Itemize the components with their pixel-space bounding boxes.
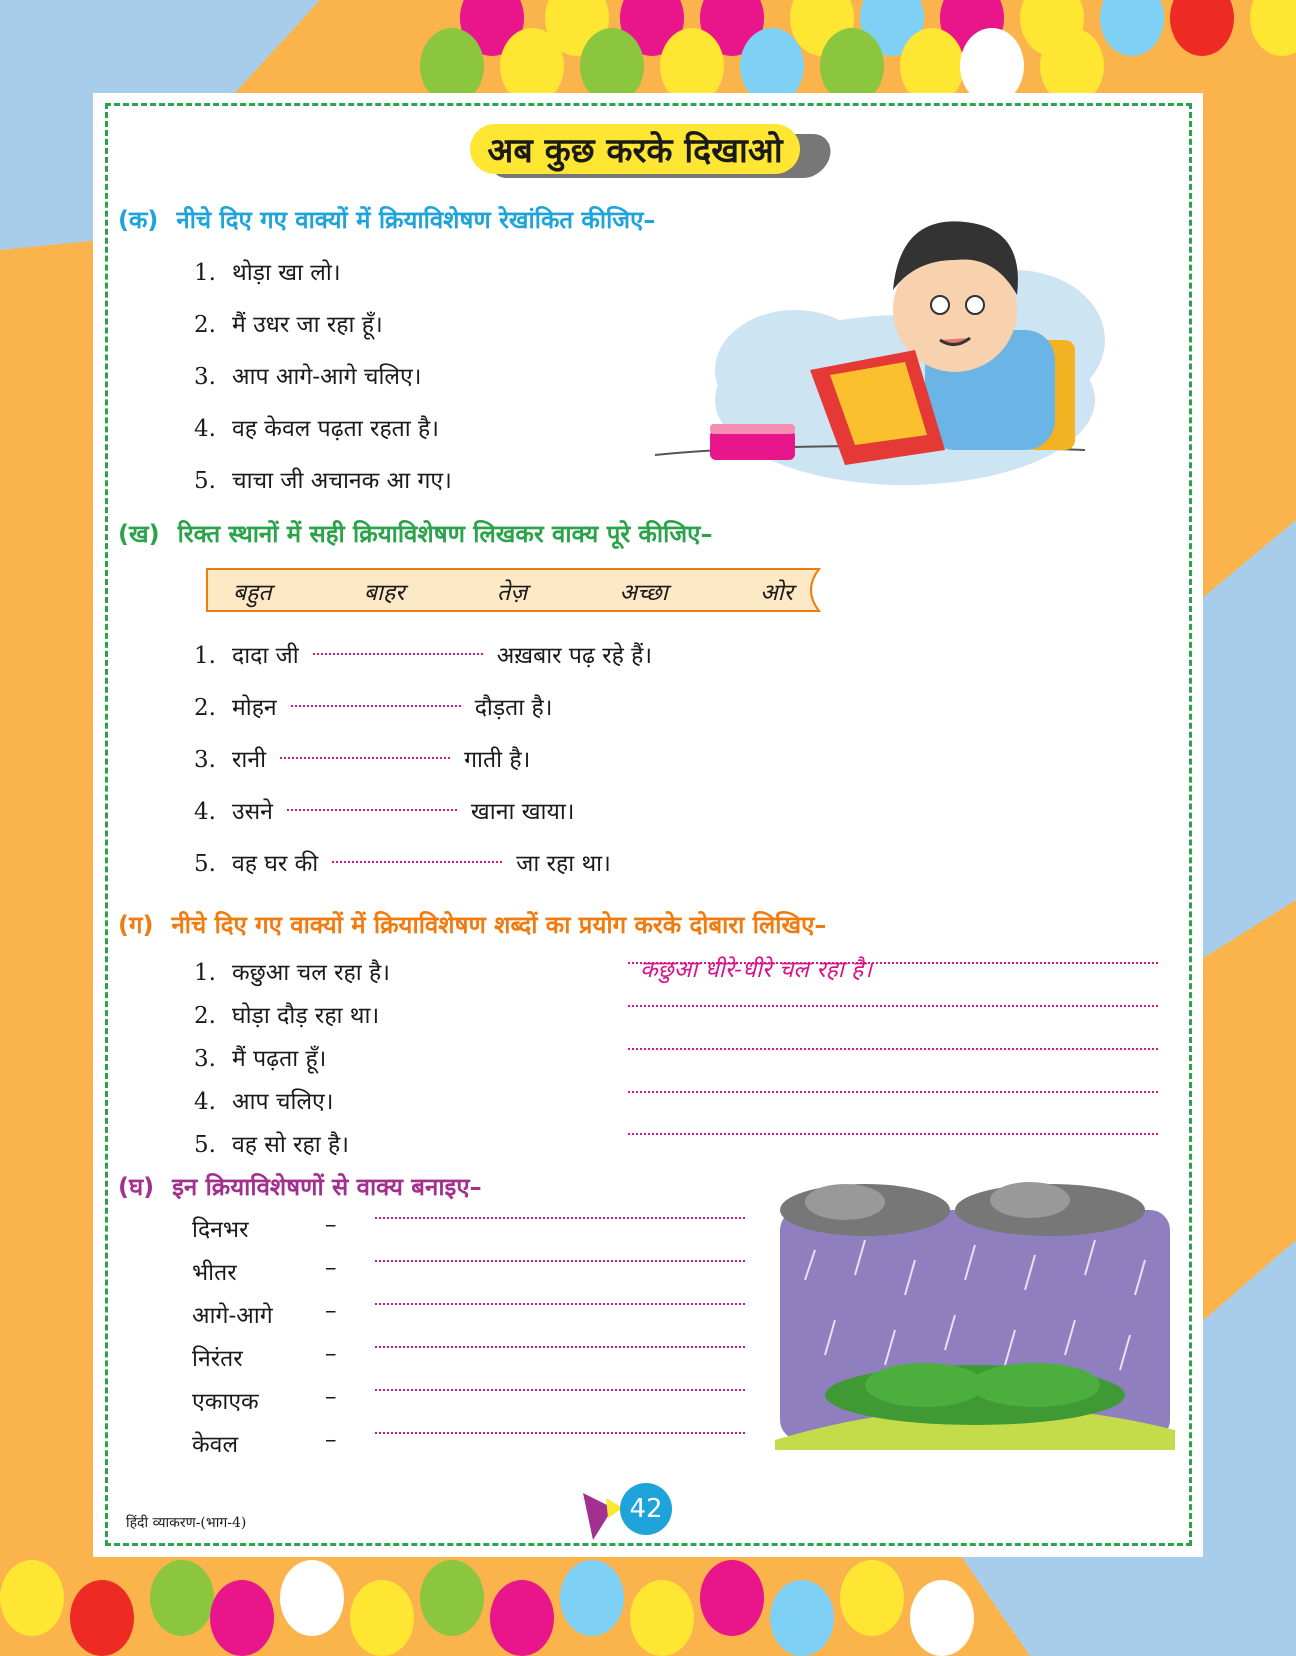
section-gh-heading: (घ) इन क्रियाविशेषणों से वाक्य बनाइए– [118, 1173, 482, 1201]
word-bank-item: तेज़ [496, 580, 528, 606]
answer-line[interactable] [375, 1260, 745, 1262]
answer-line[interactable] [375, 1389, 745, 1391]
section-gh-word: दिनभर [192, 1217, 249, 1243]
section-gh-word: एकाएक [192, 1389, 259, 1415]
section-gh-word: भीतर [192, 1260, 237, 1286]
answer-line[interactable] [375, 1346, 745, 1348]
section-kh-item: 4. उसने खाना खाया। [194, 799, 575, 825]
section-kh-item: 1. दादा जी अख़बार पढ़ रहे हैं। [194, 643, 653, 669]
fill-blank[interactable] [287, 809, 457, 811]
answer-line[interactable] [628, 1091, 1158, 1093]
dash: – [325, 1298, 337, 1324]
fill-blank[interactable] [291, 705, 461, 707]
section-k-item: 5. चाचा जी अचानक आ गए। [194, 468, 452, 494]
book-footer: हिंदी व्याकरण-(भाग-4) [126, 1515, 247, 1531]
section-g-item: 1. कछुआ चल रहा है। [194, 960, 390, 986]
fill-blank[interactable] [332, 861, 502, 863]
section-k-item: 3. आप आगे-आगे चलिए। [194, 364, 422, 390]
section-kh-item: 5. वह घर की जा रहा था। [194, 851, 611, 877]
section-k-item: 1. थोड़ा खा लो। [194, 260, 341, 286]
section-k-heading: (क) नीचे दिए गए वाक्यों में क्रियाविशेषण रेखांकित कीजिए– [118, 206, 656, 234]
answer-line[interactable] [628, 1048, 1158, 1050]
title-banner [470, 124, 830, 178]
section-gh-word: केवल [192, 1432, 239, 1458]
section-g-item: 4. आप चलिए। [194, 1089, 334, 1115]
section-k-item: 2. मैं उधर जा रहा हूँ। [194, 312, 383, 338]
fill-blank[interactable] [313, 653, 483, 655]
section-g-item: 2. घोड़ा दौड़ रहा था। [194, 1003, 380, 1029]
word-bank-item: बहुत [233, 580, 272, 606]
answer-line[interactable] [375, 1303, 745, 1305]
section-g-heading: (ग) नीचे दिए गए वाक्यों में क्रियाविशेषण शब्दों का प्रयोग करके दोबारा लिखिए– [118, 911, 827, 939]
dash: – [325, 1255, 337, 1281]
section-gh-word: निरंतर [192, 1346, 243, 1372]
dash: – [325, 1341, 337, 1367]
dash: – [325, 1212, 337, 1238]
section-kh-heading: (ख) रिक्त स्थानों में सही क्रियाविशेषण लिखकर वाक्य पूरे कीजिए– [118, 520, 713, 548]
answer-line[interactable] [375, 1217, 745, 1219]
word-bank [203, 565, 823, 615]
section-g-item: 5. वह सो रहा है। [194, 1132, 349, 1158]
section-kh-item: 3. रानी गाती है। [194, 747, 531, 773]
answer-line[interactable] [628, 1133, 1158, 1135]
page-number: 42 [620, 1483, 672, 1535]
dash: – [325, 1384, 337, 1410]
answer-line[interactable] [628, 1005, 1158, 1007]
word-bank-item: ओर [760, 580, 793, 606]
section-g-item: 3. मैं पढ़ता हूँ। [194, 1046, 327, 1072]
answer-line[interactable] [628, 962, 1158, 964]
word-bank-item: बाहर [363, 580, 405, 606]
section-kh-item: 2. मोहन दौड़ता है। [194, 695, 553, 721]
word-bank-item: अच्छा [619, 580, 668, 606]
section-gh-word: आगे-आगे [192, 1303, 273, 1329]
rain-illustration [775, 1180, 1175, 1450]
fill-blank[interactable] [280, 757, 450, 759]
example-answer: कछुआ धीरे-धीरे चल रहा है। [640, 957, 873, 983]
dash: – [325, 1427, 337, 1453]
answer-line[interactable] [375, 1432, 745, 1434]
boy-reading-illustration [655, 200, 1130, 485]
section-k-item: 4. वह केवल पढ़ता रहता है। [194, 416, 439, 442]
page-title: अब कुछ करके दिखाओ [487, 131, 783, 171]
